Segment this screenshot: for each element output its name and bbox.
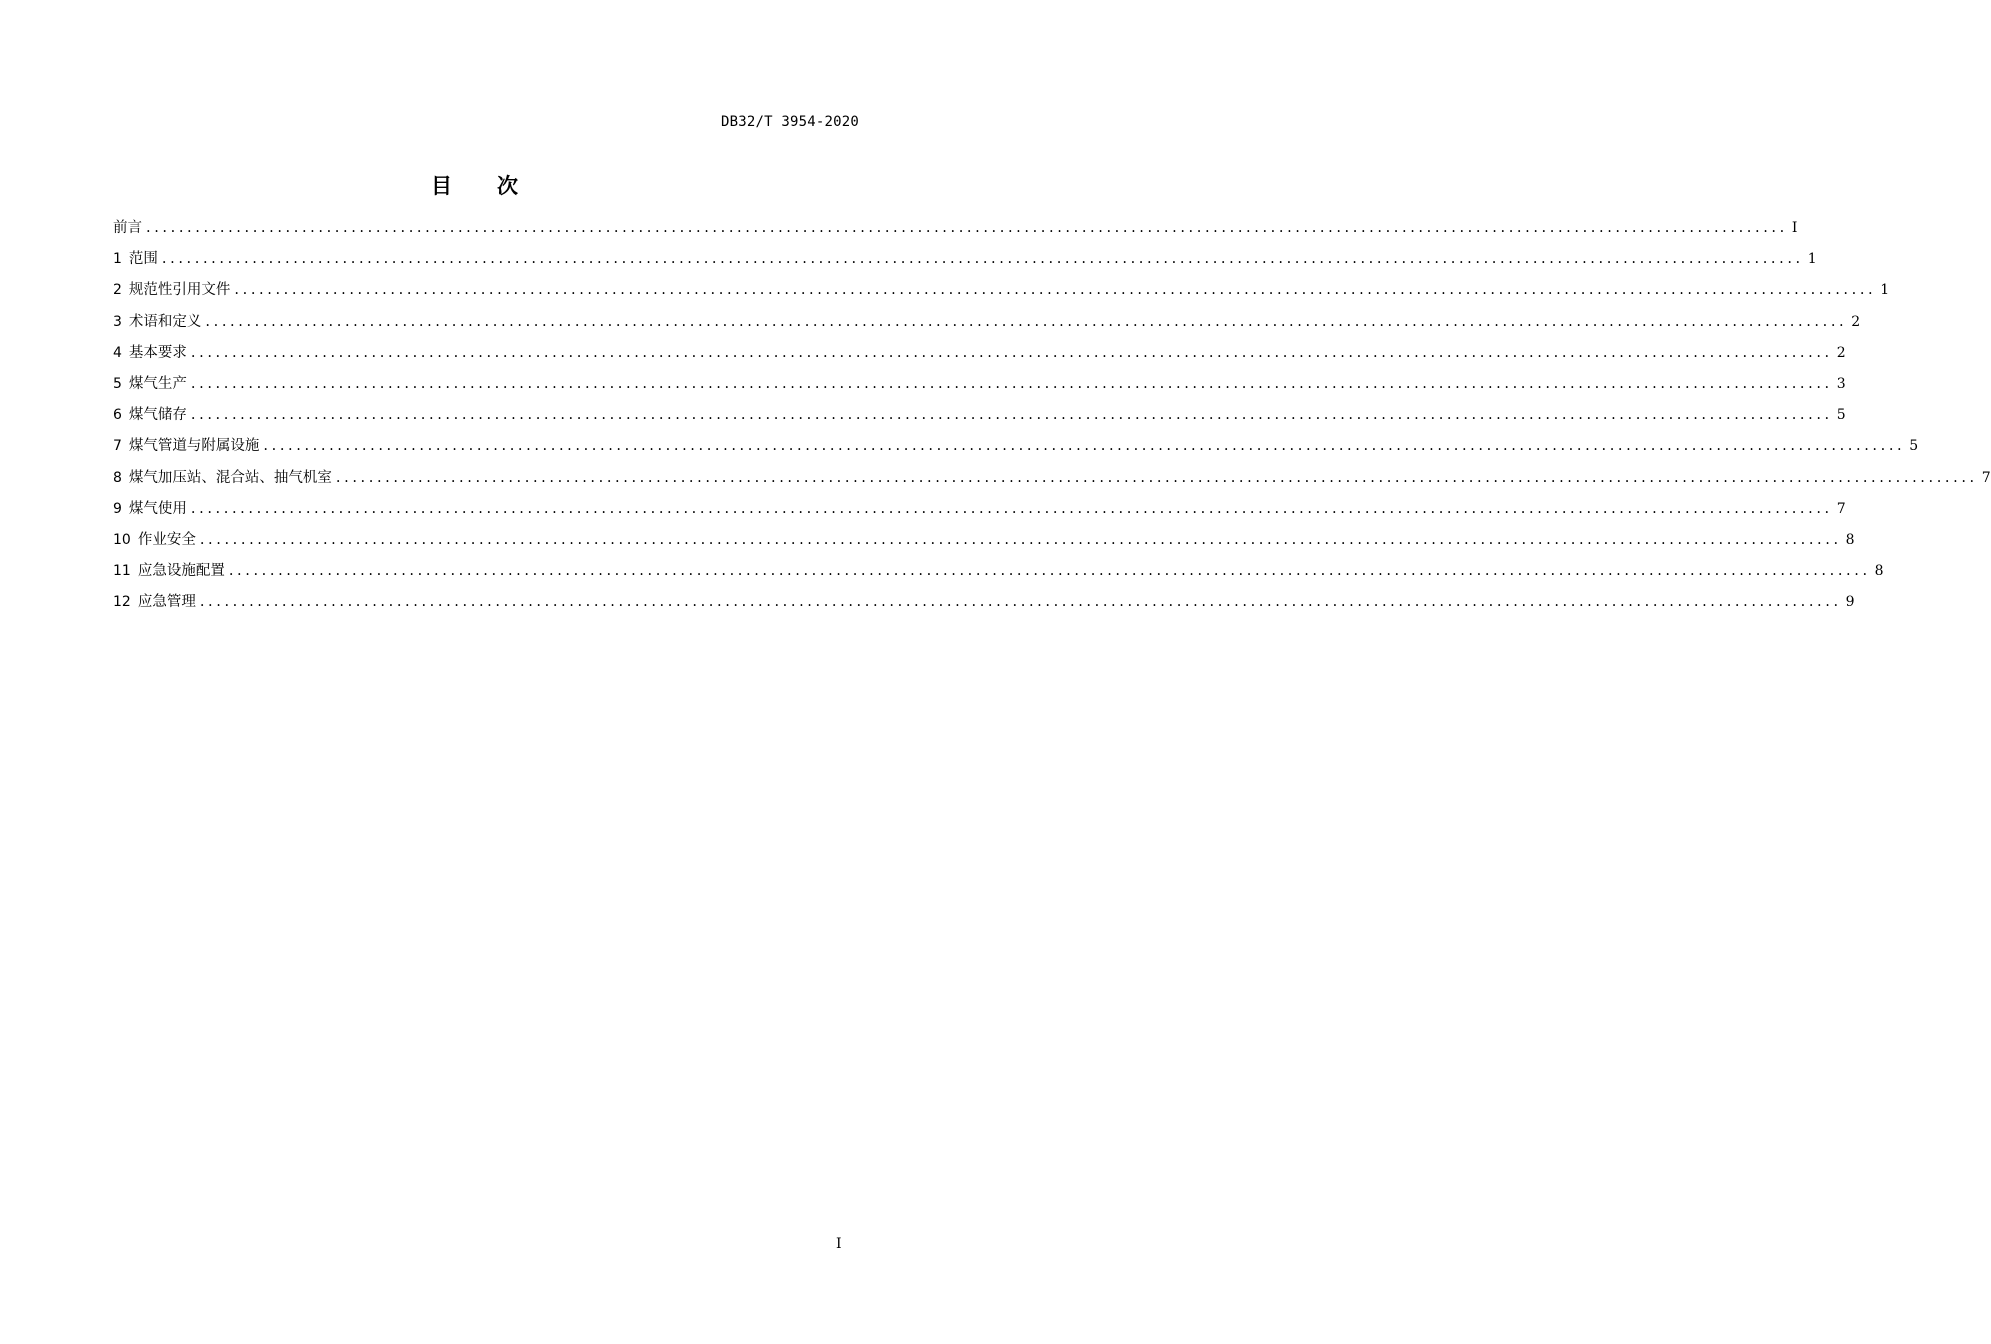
toc-entry-label: 应急管理	[137, 594, 196, 611]
toc-entry-2[interactable]	[113, 278, 1890, 309]
toc-entry-number: 3	[113, 313, 122, 330]
toc-entry-11[interactable]	[113, 559, 1884, 590]
toc-entry-label: 煤气使用	[128, 500, 187, 517]
toc-entry-label: 基本要求	[128, 344, 187, 361]
toc-entry-page: 8	[1874, 563, 1884, 580]
toc-entry-4[interactable]	[113, 341, 1846, 372]
toc-entry-page: 3	[1836, 375, 1846, 392]
document-code: DB32/T 3954-2020	[720, 114, 859, 130]
dot-leader: ........................................................................................................................................................................................................	[205, 313, 1848, 330]
page-number: I	[836, 1236, 842, 1252]
toc-entry-number: 5	[113, 375, 122, 392]
dot-leader: ........................................................................................................................................................................................................	[190, 344, 1833, 361]
toc-entry-label: 应急设施配置	[137, 563, 225, 580]
toc-entry-9[interactable]	[113, 497, 1846, 528]
toc-entry-page: 1	[1880, 282, 1890, 299]
dot-leader: ........................................................................................................................................................................................................	[228, 563, 1871, 580]
toc-entry-page: 7	[1836, 500, 1846, 517]
toc-entry-10[interactable]	[113, 528, 1855, 559]
toc-entry-label: 前言	[113, 220, 142, 236]
dot-leader: ........................................................................................................................................................................................................	[190, 407, 1833, 424]
toc-entry-number: 10	[113, 531, 131, 548]
dot-leader: ........................................................................................................................................................................................................	[335, 469, 1978, 486]
toc-entry-label: 煤气生产	[128, 375, 187, 392]
title-char-2: 次	[497, 174, 519, 198]
dot-leader: ........................................................................................................................................................................................................	[161, 251, 1804, 268]
toc-entry-page: 1	[1807, 251, 1817, 268]
toc-entry-page: 7	[1981, 469, 1991, 486]
table-of-contents	[113, 216, 1991, 621]
toc-entry-page: I	[1791, 220, 1798, 236]
toc-entry-3[interactable]	[113, 310, 1861, 341]
toc-entry-label: 煤气管道与附属设施	[128, 438, 260, 455]
toc-entry-page: 5	[1836, 407, 1846, 424]
toc-entry-foreword[interactable]	[113, 216, 1798, 247]
toc-entry-number: 1	[113, 251, 122, 268]
toc-entry-label: 作业安全	[137, 531, 196, 548]
toc-entry-12[interactable]	[113, 590, 1855, 621]
toc-entry-page: 5	[1909, 438, 1919, 455]
toc-entry-page: 2	[1836, 344, 1846, 361]
dot-leader: ........................................................................................................................................................................................................	[190, 500, 1833, 517]
toc-entry-label: 范围	[128, 251, 158, 268]
dot-leader: ........................................................................................................................................................................................................	[146, 220, 1788, 236]
toc-entry-number: 9	[113, 500, 122, 517]
dot-leader: ........................................................................................................................................................................................................	[234, 282, 1877, 299]
toc-entry-number: 8	[113, 469, 122, 486]
toc-entry-label: 煤气储存	[128, 407, 187, 424]
toc-entry-number: 7	[113, 438, 122, 455]
toc-entry-8[interactable]	[113, 466, 1991, 497]
dot-leader: ........................................................................................................................................................................................................	[190, 375, 1833, 392]
toc-entry-label: 煤气加压站、混合站、抽气机室	[128, 469, 332, 486]
title-char-1: 目	[431, 174, 453, 198]
toc-entry-number: 12	[113, 594, 131, 611]
toc-entry-page: 9	[1845, 594, 1855, 611]
toc-entry-number: 4	[113, 344, 122, 361]
page-title	[0, 170, 950, 200]
toc-entry-number: 2	[113, 282, 122, 299]
toc-entry-5[interactable]	[113, 372, 1846, 403]
toc-entry-7[interactable]	[113, 434, 1919, 465]
toc-entry-number: 6	[113, 407, 122, 424]
toc-entry-1[interactable]	[113, 247, 1817, 278]
toc-entry-label: 规范性引用文件	[128, 282, 231, 299]
dot-leader: ........................................................................................................................................................................................................	[263, 438, 1906, 455]
toc-entry-page: 8	[1845, 531, 1855, 548]
dot-leader: ........................................................................................................................................................................................................	[199, 594, 1842, 611]
toc-entry-page: 2	[1851, 313, 1861, 330]
dot-leader: ........................................................................................................................................................................................................	[199, 531, 1842, 548]
toc-entry-number: 11	[113, 563, 131, 580]
toc-entry-label: 术语和定义	[128, 313, 202, 330]
toc-entry-6[interactable]	[113, 403, 1846, 434]
